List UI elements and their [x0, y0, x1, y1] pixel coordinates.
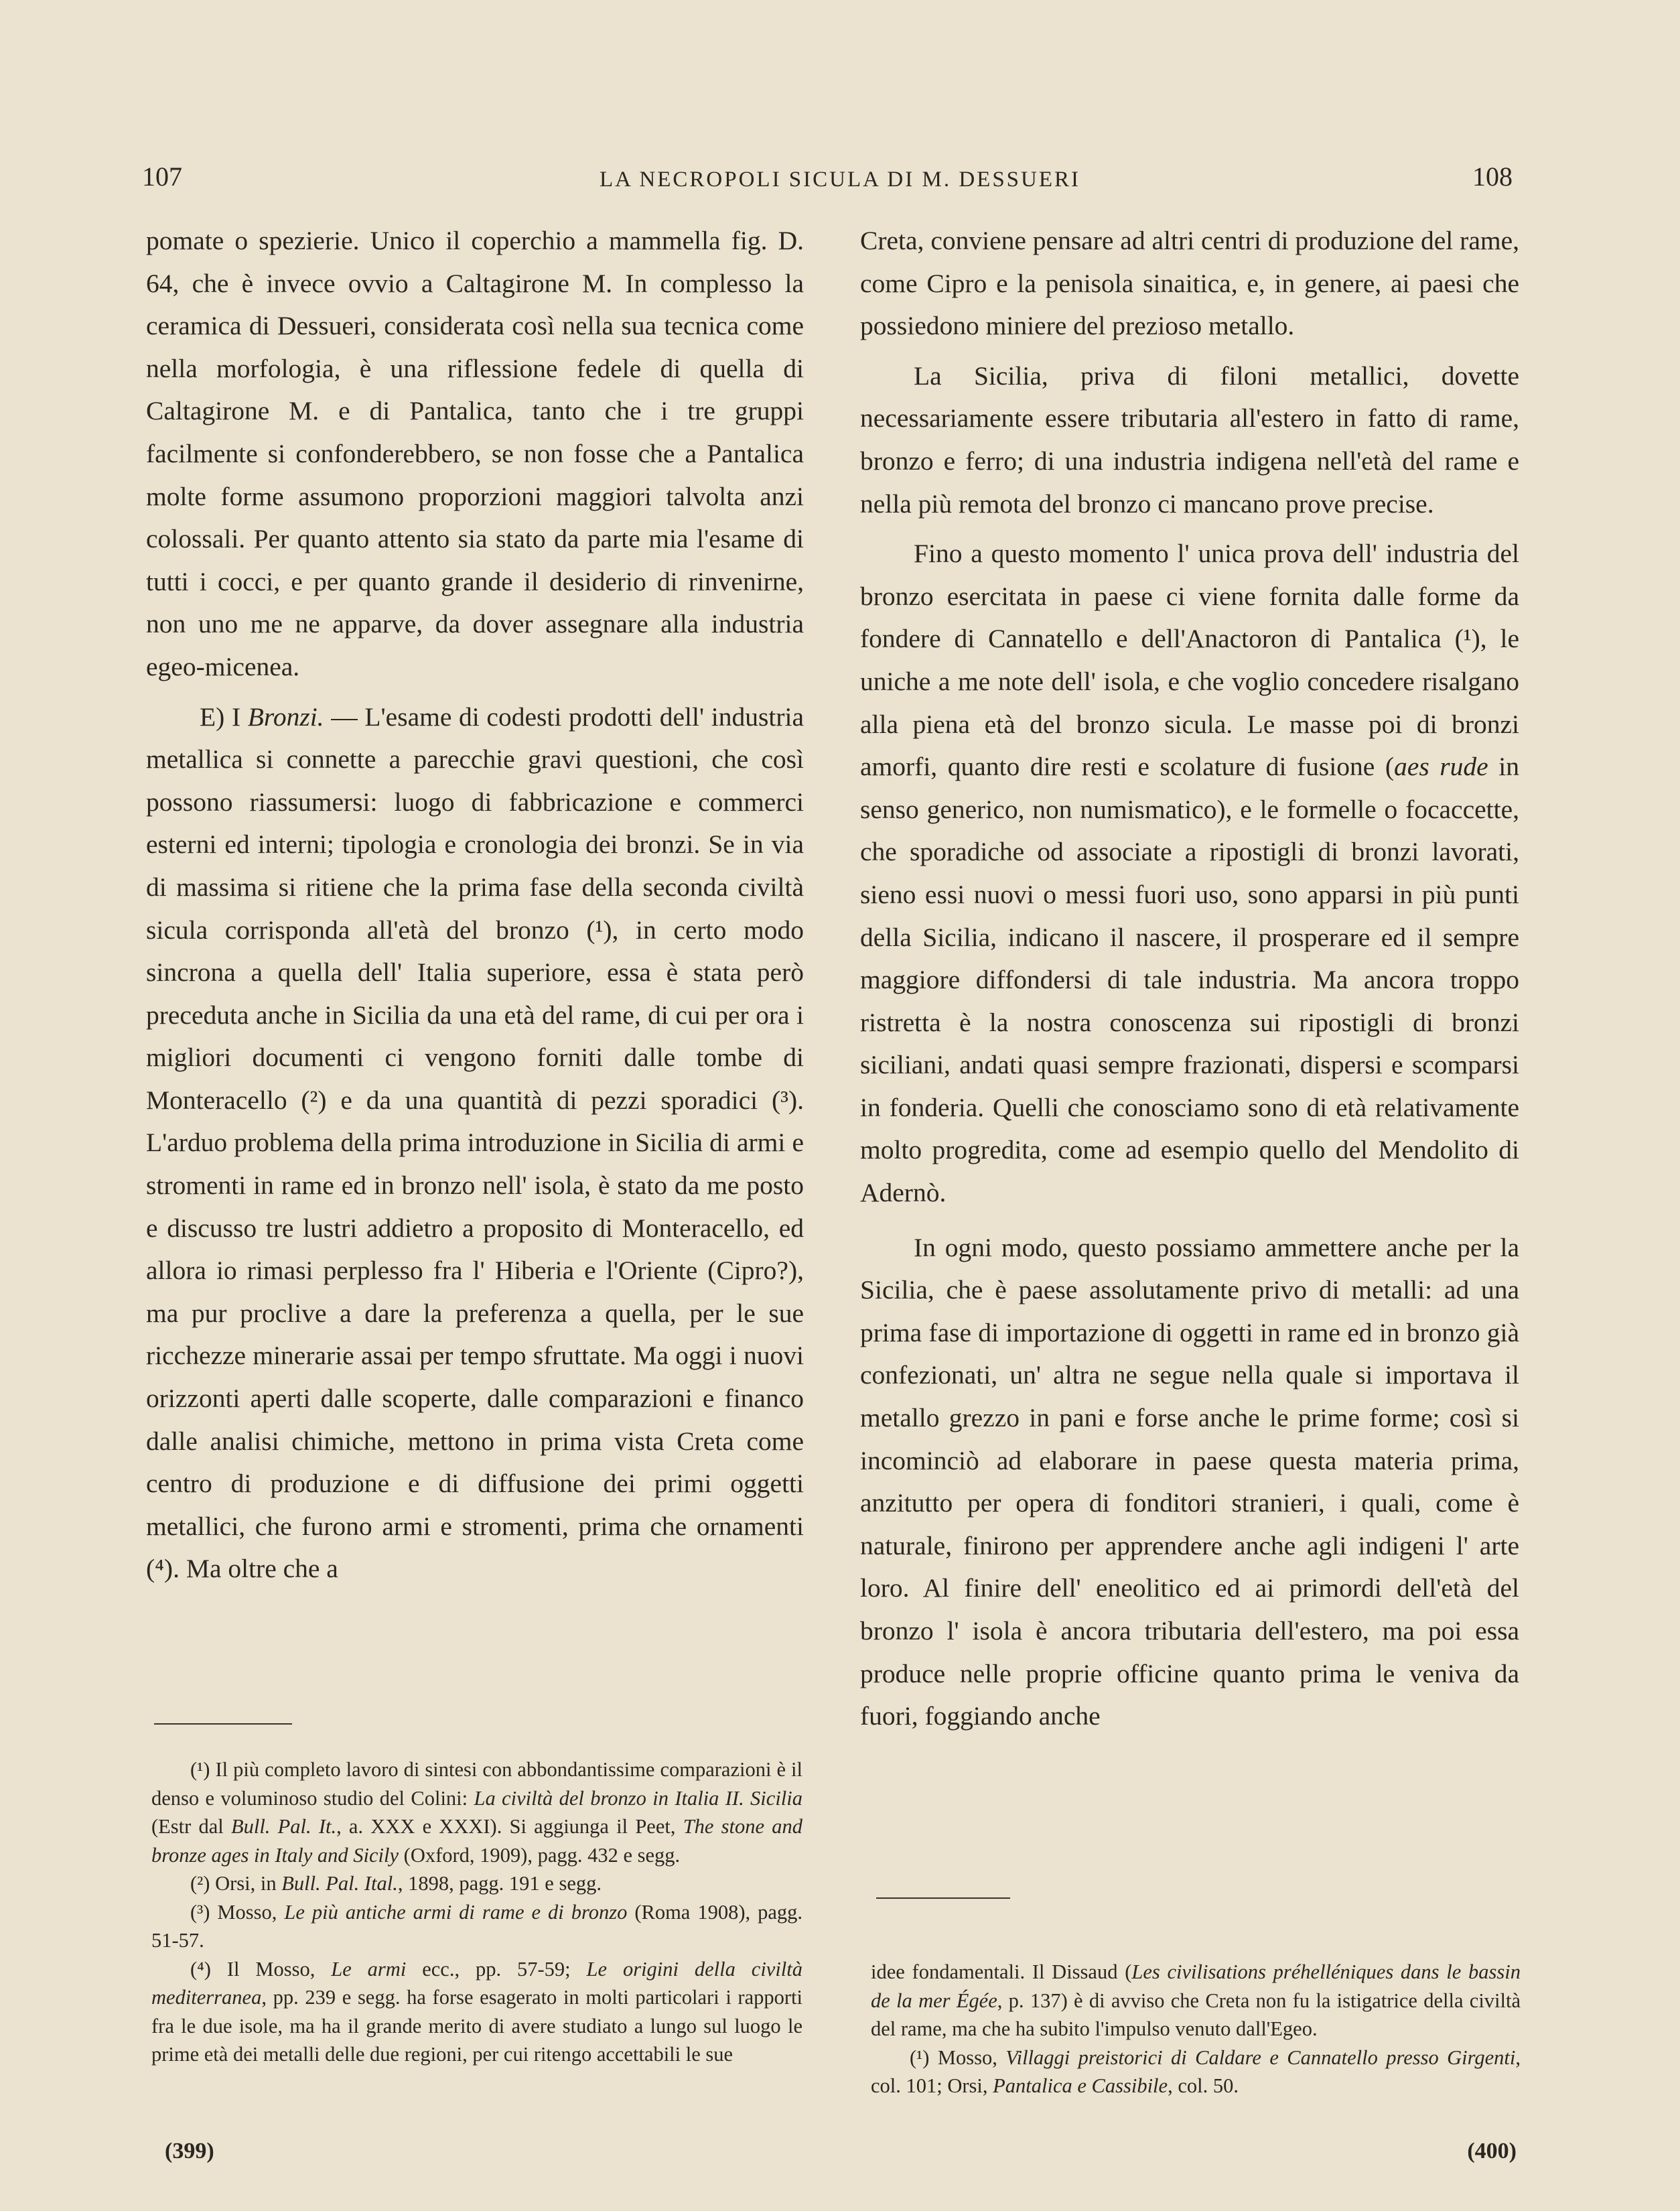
- left-column: [146, 220, 804, 1591]
- citation-title: Villaggi preistorici di Caldare e Cannatello presso Girgenti: [1005, 2046, 1516, 2069]
- footnote-text: (¹) Il più completo lavoro di sintesi con abbondantissime comparazioni è il denso e voluminoso studio del Colini:: [151, 1758, 802, 1810]
- page-number-left: 107: [142, 161, 182, 192]
- footnote-3: [151, 1898, 802, 1955]
- footnote-text: , col. 101; Orsi,: [871, 2046, 1521, 2097]
- paragraph: [146, 696, 804, 1591]
- footnote-text: , p. 137) è di avviso che Creta non fu la istigatrice della civiltà del rame, ma che ha subito l'impulso venuto dall'Egeo.: [871, 1989, 1521, 2040]
- page-number-right: 108: [1472, 161, 1513, 192]
- right-column: [860, 220, 1519, 1738]
- footnote-text: idee fondamentali. Il Dissaud (: [871, 1960, 1132, 1983]
- signature-mark-right: (400): [1467, 2139, 1517, 2163]
- footnote-text: (Roma 1908), pagg. 51-57.: [151, 1900, 802, 1952]
- footnote-text: (²) Orsi, in: [190, 1872, 282, 1895]
- running-title: LA NECROPOLI SICULA DI M. DESSUERI: [599, 168, 1081, 192]
- footnote-text: , 1898, pagg. 191 e segg.: [397, 1872, 602, 1895]
- paragraph-text: Fino a questo momento l' unica prova dell' industria del bronzo esercitata in paese ci viene fornita dalle forme da fondere di Cannatello e dell'Anactoron di Pantalica (¹), le uniche a me note dell' isola, e che voglio concedere risalgano alla piena età del bronzo sicula. Le masse poi di bronzi amorfi, quanto dire resti e scolature di fusione (: [860, 539, 1519, 782]
- footnote-2: [151, 1869, 802, 1898]
- paragraph-text: — L'esame di codesti prodotti dell' industria metallica si connette a parecchie gravi questioni, che così possono riassumersi: luogo di fabbricazione e commerci esterni ed interni; tipologia e cronologia dei bronzi. Se in via di massima si ritiene che la prima fase della seconda civiltà sicula corrisponda all'età del bronzo (¹), in certo modo sincrona a quella dell' Italia superiore, essa è stata però preceduta anche in Sicilia da una età del rame, di cui per ora i migliori documenti ci vengono forniti dalle tombe di Monteracello (²) e da una quantità di pezzi sporadici (³). L'arduo problema della prima introduzione in Sicilia di armi e stromenti in rame ed in bronzo nell' isola, è stato da me posto e discusso tre lustri addietro a proposito di Monteracello, ed allora io rimasi perplesso fra l' Hiberia e l'Oriente (Cipro?), ma pur proclive a dare la preferenza a quella, per le sue ricchezze minerarie assai per tempo sfruttate. Ma oggi i nuovi orizzonti aperti dalle scoperte, dalle comparazioni e financo dalle analisi chimiche, mettono in prima vista Creta come centro di produzione e di diffusione dei primi oggetti metallici, che furono armi e stromenti, prima che ornamenti (⁴). Ma oltre che a: [146, 701, 804, 1584]
- footnote-text: , a. XXX e XXXI). Si aggiunga il Peet,: [336, 1815, 683, 1838]
- footnote-text: (Oxford, 1909), pagg. 432 e segg.: [399, 1843, 681, 1867]
- footnote-rule-left: [154, 1723, 292, 1725]
- paragraph: La Sicilia, priva di filoni metallici, dovette necessariamente essere tributaria all'estero in fatto di rame, bronzo e ferro; di una industria indigena nell'età del rame e nella più remota del bronzo ci mancano prove precise.: [860, 360, 1519, 519]
- paragraph: [860, 533, 1519, 1215]
- footnotes-left: [151, 1755, 802, 2069]
- citation-title: Bull. Pal. It.: [230, 1815, 337, 1838]
- citation-title: Les civilisations préhelléniques dans le bassin de la mer Égée: [871, 1960, 1521, 2012]
- footnote-text: (³) Mosso,: [190, 1900, 285, 1924]
- paragraph: In ogni modo, questo possiamo ammettere anche per la Sicilia, che è paese assolutamente privo di metalli: ad una prima fase di importazione di oggetti in rame ed in bronzo già confezionati, un' altra ne segue nella quale si importava il metallo grezzo in pani e forse anche le prime forme; così si incominciò ad elaborare in paese questa materia prima, anzitutto per opera di fonditori stranieri, i quali, come è naturale, finirono per apprendere anche agli indigeni l' arte loro. Al finire dell' eneolitico ed ai primordi dell'età del bronzo l' isola è ancora tributaria dell'estero, ma poi essa produce nelle proprie officine quanto prima le veniva da fuori, foggiando anche: [860, 1232, 1519, 1731]
- footnote-text: , pp. 239 e segg. ha forse esagerato in molti particolari i rapporti fra le due isole, ma ha il grande merito di avere studiato a lungo sul luogo le prime età dei metalli delle due regioni, per cui ritengo accettabili le sue: [151, 1986, 802, 2066]
- footnote-text: , col. 50.: [1168, 2074, 1239, 2097]
- footnotes-right: [871, 1958, 1521, 2100]
- footnote-1: [151, 1755, 802, 1869]
- citation-title: Le più antiche armi di rame e di bronzo: [284, 1900, 628, 1924]
- citation-title: The stone and bronze ages in Italy and Sicily: [151, 1815, 802, 1867]
- citation-title: Bull. Pal. Ital.: [281, 1872, 398, 1895]
- citation-title: La civiltà del bronzo in Italia II. Sicilia: [474, 1786, 802, 1810]
- paragraph: pomate o spezierie. Unico il coperchio a mammella fig. D. 64, che è invece ovvio a Caltagirone M. In complesso la ceramica di Dessueri, considerata così nella sua tecnica come nella morfologia, è una riflessione fedele di quella di Caltagirone M. e di Pantalica, tanto che i tre gruppi facilmente si confonderebbero, se non fosse che a Pantalica molte forme assumono proporzioni maggiori talvolta anzi colossali. Per quanto attento sia stato da parte mia l'esame di tutti i cocci, e per quanto grande il desiderio di rinvenirne, non uno me ne apparve, da dover assegnare alla industria egeo-micenea.: [146, 226, 804, 681]
- signature-mark-left: (399): [165, 2139, 214, 2163]
- citation-title: Le origini della civiltà mediterranea: [151, 1957, 803, 2009]
- footnote-continuation: [871, 1958, 1521, 2044]
- footnote-text: ecc., pp. 57-59;: [406, 1957, 587, 1981]
- section-label: E) I: [200, 701, 248, 732]
- citation-title: Pantalica e Cassibile: [993, 2074, 1168, 2097]
- footnote-text: (⁴) Il Mosso,: [190, 1957, 332, 1981]
- footnote-rule-right: [876, 1897, 1010, 1899]
- footnote-text: (Estr dal: [151, 1815, 231, 1838]
- footnote-text: (¹) Mosso,: [910, 2046, 1006, 2069]
- italic-term: aes rude: [1394, 752, 1488, 782]
- paragraph: Creta, conviene pensare ad altri centri di produzione del rame, come Cipro e la penisola sinaitica, e, in genere, ai paesi che possiedono miniere del prezioso metallo.: [860, 226, 1519, 341]
- footnote-1-right: [871, 2044, 1521, 2100]
- section-heading: Bronzi.: [247, 701, 324, 732]
- citation-title: Le armi: [331, 1957, 407, 1981]
- paragraph-text: in senso generico, non numismatico), e le formelle o focaccette, che sporadiche od associate a ripostigli di bronzi lavorati, sieno essi nuovi o messi fuori uso, sono apparsi in più punti della Sicilia, indicano il nascere, il prosperare ed il sempre maggiore diffondersi di tale industria. Ma ancora troppo ristretta è la nostra conoscenza sui ripostigli di bronzi siciliani, andati quasi sempre frazionati, dispersi e scomparsi in fonderia. Quelli che conosciamo sono di età relativamente molto progredita, come ad esempio quello del Mendolito di Adernò.: [860, 752, 1519, 1208]
- footnote-4: [151, 1955, 802, 2069]
